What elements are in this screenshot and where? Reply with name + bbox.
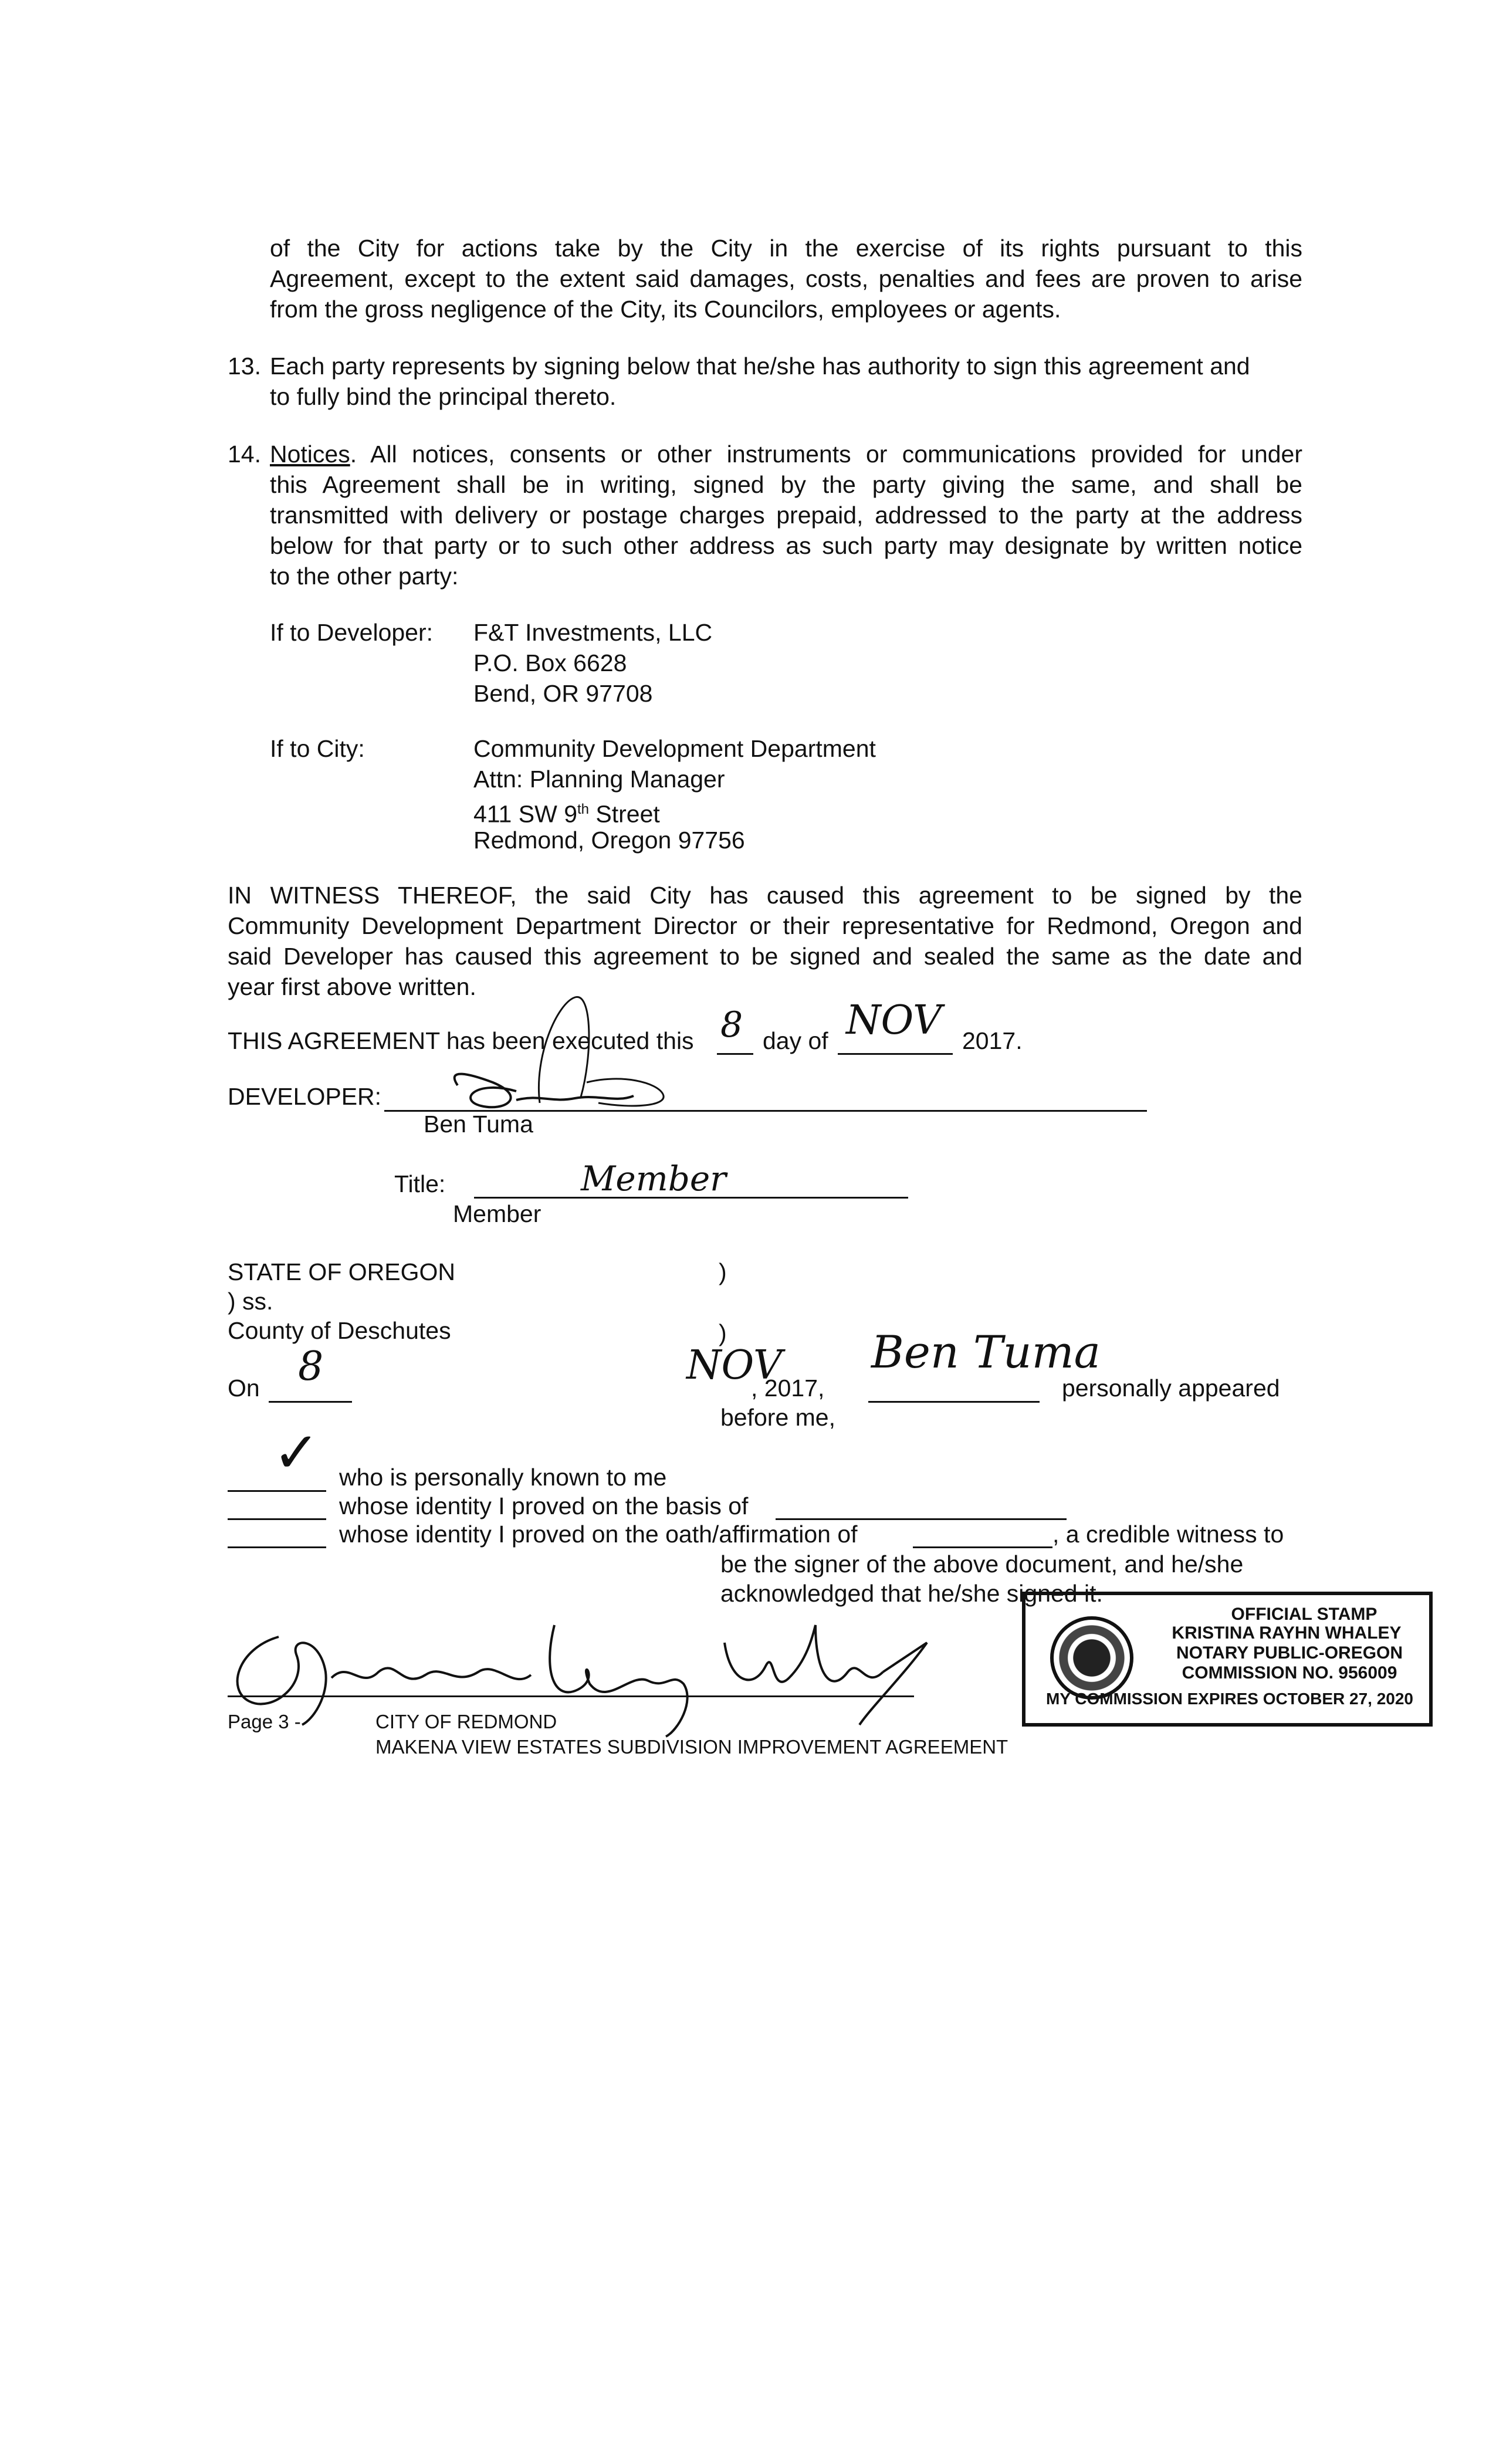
intro-line-1: of the City for actions take by the City in the exercise of its rights pursuant to this [270,235,1302,262]
execution-day-handwritten: 8 [720,1004,743,1045]
execution-year: 2017. [962,1027,1023,1054]
city-city-state: Redmond, Oregon 97756 [473,827,745,854]
before-me-text: before me, [720,1404,835,1431]
stamp-line-4: COMMISSION NO. 956009 [1182,1663,1397,1683]
developer-printed-name: Ben Tuma [424,1111,533,1138]
witness-line-2: Community Development Department Director or their representative for Redmond, Oregon and [228,912,1302,939]
notary-official-stamp [1022,1592,1433,1727]
execution-month-handwritten: NOV [846,997,942,1044]
city-street-name: Street [589,800,660,828]
notary-seal-icon [1050,1616,1133,1700]
developer-notice-label: If to Developer: [270,619,434,646]
stamp-line-5: MY COMMISSION EXPIRES OCTOBER 27, 2020 [1045,1690,1414,1708]
on-day-blank [269,1401,352,1403]
item-14-line-5: to the other party: [270,563,459,590]
notary-signature [226,1602,930,1742]
stamp-line-3: NOTARY PUBLIC-OREGON [1176,1643,1403,1663]
city-notice-label: If to City: [270,735,365,762]
city-street-ordinal: th [577,801,590,817]
witness-line-4: year first above written. [228,973,476,1000]
title-printed: Member [453,1200,541,1227]
check-mark: ✓ [273,1420,320,1485]
developer-po-box: P.O. Box 6628 [473,649,627,676]
city-department: Community Development Department [473,735,876,762]
county-paren: ) [719,1319,727,1346]
item-14-number: 14. [228,441,261,468]
item-13-line-2: to fully bind the principal thereto. [270,383,617,410]
ss-label: ) ss. [228,1288,273,1315]
item-14-first-line-rest: . All notices, consents or other instruments or communications provided for under [350,441,1302,468]
state-label: STATE OF OREGON [228,1258,455,1285]
appeared-text: personally appeared [1062,1375,1280,1402]
option-1-text: who is personally known to me [339,1464,667,1491]
county-label: County of Deschutes [228,1317,451,1344]
stamp-line-2: KRISTINA RAYHN WHALEY [1172,1623,1402,1643]
option-2-blank [228,1518,326,1520]
notary-tail-line-2: acknowledged that he/she signed it. [720,1580,1103,1607]
item-13-line-1: Each party represents by signing below that he/she has authority to sign this agreement and [270,353,1250,380]
execution-day-of: day of [763,1027,828,1054]
developer-signature [422,986,727,1121]
intro-line-3: from the gross negligence of the City, its Councilors, employees or agents. [270,296,1061,323]
item-14-first-line [270,439,1302,469]
developer-city: Bend, OR 97708 [473,680,653,707]
footer-line-2: MAKENA VIEW ESTATES SUBDIVISION IMPROVEMENT AGREEMENT [375,1736,1008,1758]
signer-handwritten: Ben Tuma [871,1326,1101,1378]
notary-tail-line-1: be the signer of the above document, and he/she [720,1551,1244,1578]
execution-prefix: THIS AGREEMENT has been executed this [228,1027,694,1054]
execution-month-blank [838,1053,953,1055]
state-paren: ) [719,1258,727,1285]
stamp-line-1: OFFICIAL STAMP [1231,1605,1377,1624]
on-day-handwritten: 8 [298,1343,324,1390]
option-3-text: whose identity I proved on the oath/affirmation of [339,1521,858,1548]
notices-heading: Notices [270,441,350,468]
developer-name: F&T Investments, LLC [473,619,713,646]
option-2-text: whose identity I proved on the basis of [339,1492,749,1519]
on-label: On [228,1375,260,1402]
notary-signature-name [0,0,1,1]
signer-blank [868,1401,1040,1403]
footer-line-1: CITY OF REDMOND [375,1711,557,1732]
footer-page-number: Page 3 - [228,1711,301,1732]
intro-line-2: Agreement, except to the extent said damages, costs, penalties and fees are proven to arise [270,265,1302,292]
city-attn: Attn: Planning Manager [473,766,725,793]
option-3-tail: , a credible witness to [1052,1521,1284,1548]
option-1-blank [228,1490,326,1492]
item-14-line-2: this Agreement shall be in writing, signed by the party giving the same, and shall be [270,471,1302,498]
notary-year: , 2017, [751,1375,825,1402]
developer-label: DEVELOPER: [228,1083,382,1110]
option-3-blank [228,1546,326,1548]
item-14-line-4: below for that party or to such other address as such party may designate by written notice [270,532,1302,559]
notary-month-handwritten: NOV [686,1342,783,1389]
item-14-line-3: transmitted with delivery or postage charges prepaid, addressed to the party at the address [270,502,1302,529]
title-handwritten: Member [581,1159,726,1199]
city-street [473,794,660,830]
title-label: Title: [394,1170,446,1197]
item-13-number: 13. [228,353,261,380]
witness-line-3: said Developer has caused this agreement to be signed and sealed the same as the date and [228,943,1302,970]
witness-line-1: IN WITNESS THEREOF, the said City has caused this agreement to be signed by the [228,882,1302,909]
city-street-number: 411 SW 9 [473,800,577,828]
option-3-fill-line [913,1546,1052,1548]
